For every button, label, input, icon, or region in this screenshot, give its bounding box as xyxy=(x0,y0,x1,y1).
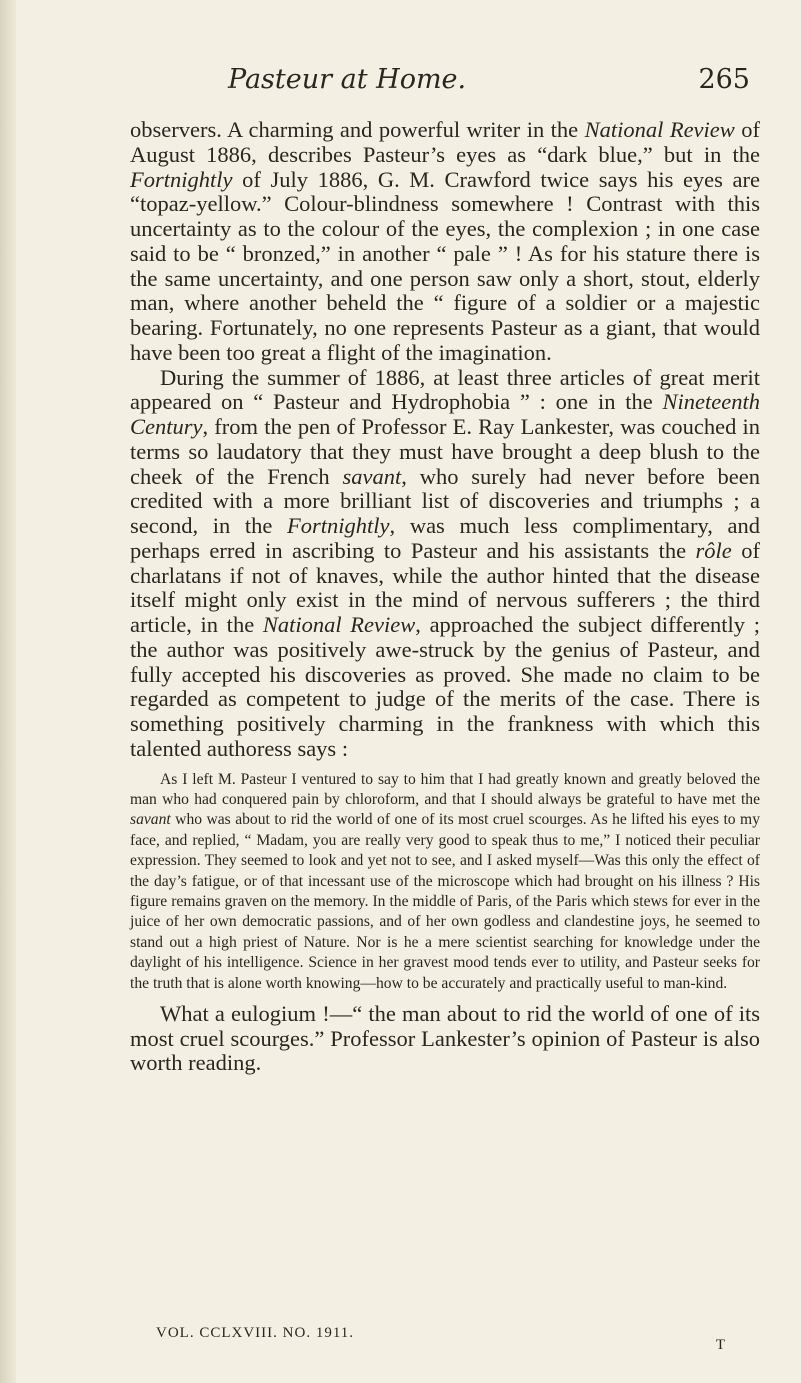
text-run: of July 1886, G. M. Crawford twice says his eyes are “topaz-yellow.” Colour-blindness somewhere ! Contrast with this uncertainty as to the colour of the eyes, the complexion ; in one case said to be “ bronzed,” in another “ pale ” ! As for his stature there is the same uncertainty, and one person saw only a short, stout, elderly man, where another beheld the “ figure of a soldier or a majestic bearing. Fortunately, no one represents Pasteur as a giant, that would have been too great a flight of the imagination. xyxy=(130,166,760,365)
paragraph-articles xyxy=(130,366,760,762)
text-run: As I left M. Pasteur I ventured to say to him that I had greatly known and greatly beloved the man who had conquered pain by chloroform, and that I should always be grateful to have met the xyxy=(130,770,760,808)
text-run: observers. A charming and powerful writer in the xyxy=(130,117,585,142)
italic-title: National Review xyxy=(584,117,735,142)
running-title: Pasteur at Home. xyxy=(228,64,467,95)
text-run: What a eulogium !—“ the man about to rid the world of one of its most cruel scourges.” Professor Lankester’s opinion of Pasteur is also worth reading. xyxy=(130,1000,760,1076)
block-quote xyxy=(130,770,760,994)
page-number: 265 xyxy=(698,64,750,95)
paragraph-observers xyxy=(130,118,760,366)
paragraph-eulogium xyxy=(130,1002,760,1076)
volume-line: VOL. CCLXVIII. NO. 1911. xyxy=(156,1325,355,1341)
italic-word: rôle xyxy=(695,537,732,563)
text-run: , from the pen of Professor E. Ray Lankester, was couched in terms so laudatory that they must have brought a deep blush to the cheek of the French xyxy=(130,414,760,489)
text-run: , who surely had never before been credited with a more brilliant list of discoveries and triumphs ; a second, in the xyxy=(130,463,761,538)
text-run: , approached the subject differently ; the author was positively awe-struck by the genius of Pasteur, and fully accepted his discoveries as proved. She made no claim to be regarded as competent to judge of the merits of the case. There is something positively charming in the frankness with which this talented authoress says : xyxy=(130,612,760,761)
italic-title: Fortnightly xyxy=(287,513,390,538)
signature-mark: T xyxy=(715,1337,726,1353)
text-run: who was about to rid the world of one of its most cruel scourges. As he lifted his eyes to my face, and replied, “ Madam, you are really very good to speak thus to me,” I noticed their peculiar expression. They seemed to look and yet not to see, and I asked myself—Was this only the effect of the day’s fatigue, or of that incessant use of the microscope which had brought on his illness ? His figure remains graven on the memory. In the middle of Paris, of the Paris which stews for ever in the juice of her own democratic passions, and of her own godless and clandestine joys, he seemed to stand out a high priest of Nature. Nor is he a mere scientist searching for knowledge under the daylight of his intelligence. Science in her gravest mood tends ever to utility, and Pasteur seeks for the truth that is alone worth knowing—how to be accurately and practically useful to man-kind. xyxy=(130,811,760,992)
text-run: of charlatans if not of knaves, while the author hinted that the disease itself might only exist in the mind of nervous sufferers ; the third article, in the xyxy=(130,537,760,637)
text-run: , was much less complimentary, and perhaps erred in ascribing to Pasteur and his assistants the xyxy=(130,513,761,563)
italic-title: Fortnightly xyxy=(130,166,233,192)
italic-word: savant xyxy=(342,463,402,489)
italic-word: savant xyxy=(130,811,171,829)
page-header xyxy=(130,64,750,108)
body-text xyxy=(130,118,760,1076)
page-footer xyxy=(156,1325,756,1353)
text-run: During the summer of 1886, at least three articles of great merit appeared on “ Pasteur and Hydrophobia ” : one in the xyxy=(130,364,760,415)
text-run: of August 1886, describes Pasteur’s eyes as “dark blue,” but in the xyxy=(130,117,760,167)
italic-title: National Review xyxy=(262,612,416,637)
italic-title: Nineteenth Century xyxy=(130,389,760,439)
